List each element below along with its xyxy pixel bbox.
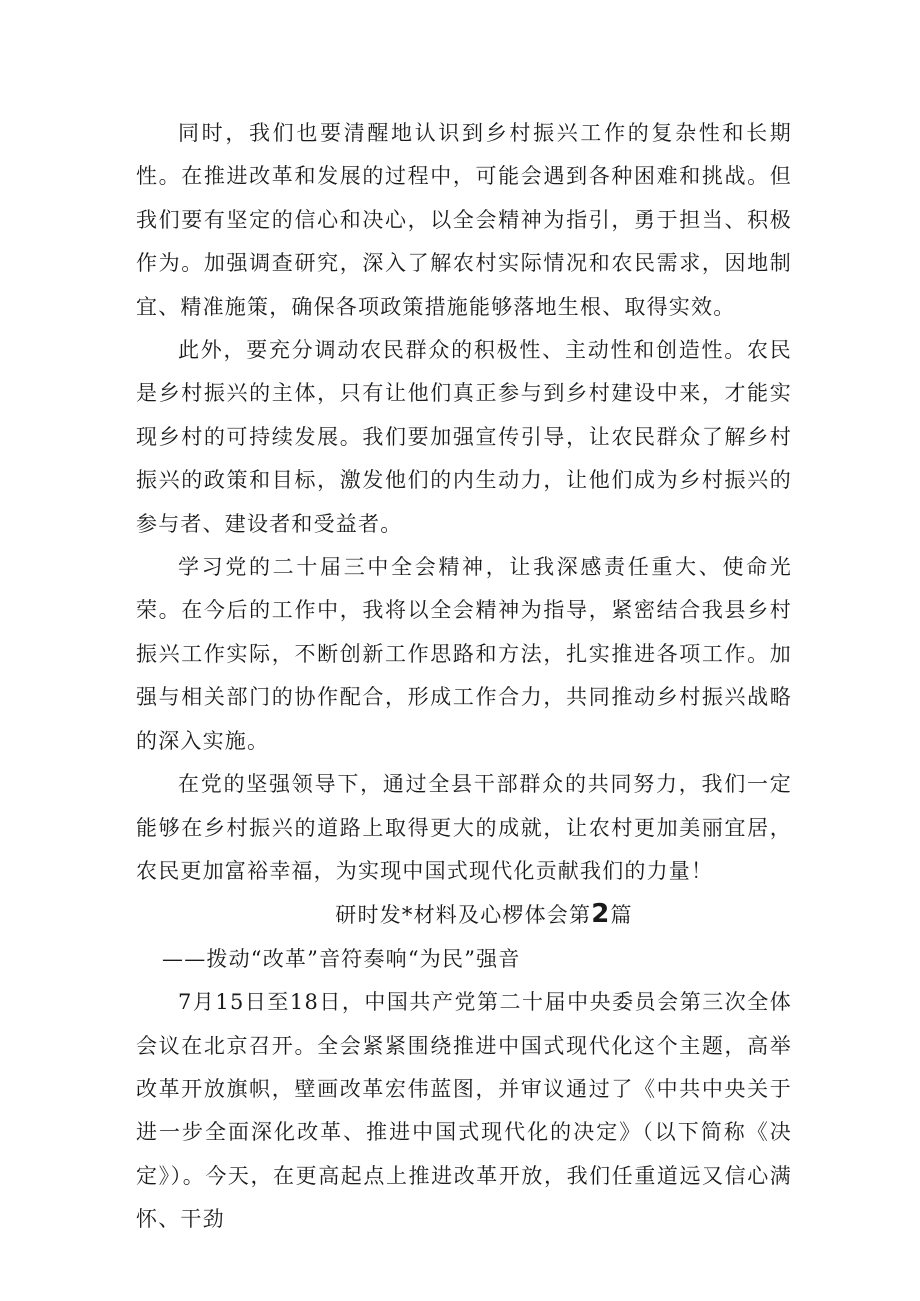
section-title (136, 893, 792, 937)
paragraph-complexity: 同时，我们也要清醒地认识到乡村振兴工作的复杂性和长期性。在推进改革和发展的过程中，可能会遇到各种困难和挑战。但我们要有坚定的信心和决心，以全会精神为指引，勇于担当、积极作为。加强调查研究，深入了解农村实际情况和农民需求，因地制宜、精准施策，确保各项政策措施能够落地生根、取得实效。 (136, 121, 792, 319)
section-title-suffix: 篇 (610, 903, 633, 928)
paragraph-plenum: 7月15日至18日，中国共产党第二十届中央委员会第三次全体会议在北京召开。全会紧紧围绕推进中国式现代化这个主题，高举改革开放旗帜，壁画改革宏伟蓝图，并审议通过了《中共中央关于进一步全面深化改革、推进中国式现代化的决定》（以下简称《决定》）。今天，在更高起点上推进改革开放，我们任重道远又信心满怀、干劲 (136, 990, 792, 1232)
paragraph-conclusion: 在党的坚强领导下，通过全县干部群众的共同努力，我们一定能够在乡村振兴的道路上取得更大的成就，让农村更加美丽宜居，农民更加富裕幸福，为实现中国式现代化贡献我们的力量！ (136, 772, 792, 883)
paragraph-responsibility: 学习党的二十届三中全会精神，让我深感责任重大、使命光荣。在今后的工作中，我将以全会精神为指导，紧密结合我县乡村振兴工作实际，不断创新工作思路和方法，扎实推进各项工作。加强与相关部门的协作配合，形成工作合力，共同推动乡村振兴战略的深入实施。 (136, 555, 792, 753)
section-subtitle: ——拨动“改革”音符奏响“为民”强音 (162, 946, 521, 971)
section-title-prefix: 研时发*材料及心椤体会第 (335, 903, 592, 928)
document-body (136, 112, 792, 1242)
paragraph-farmers: 此外，要充分调动农民群众的积极性、主动性和创造性。农民是乡村振兴的主体，只有让他们真正参与到乡村建设中来，才能实现乡村的可持续发展。我们要加强宣传引导，让农民群众了解乡村振兴的政策和目标，激发他们的内生动力，让他们成为乡村振兴的参与者、建设者和受益者。 (136, 338, 792, 536)
section-title-number: 2 (591, 899, 611, 930)
